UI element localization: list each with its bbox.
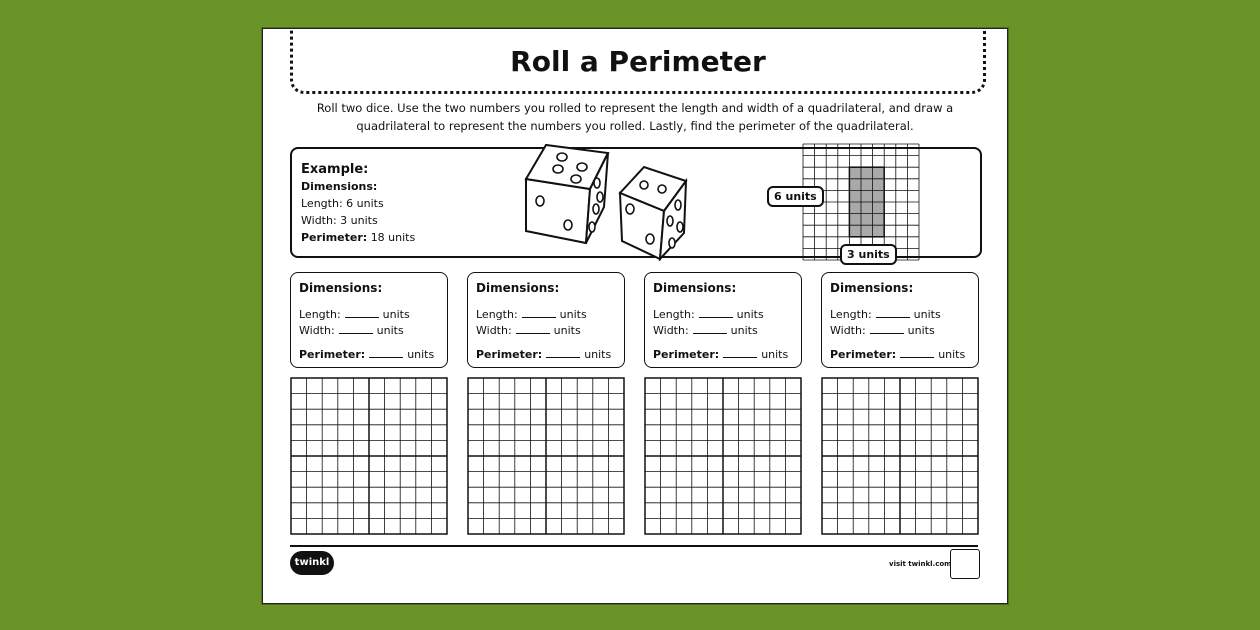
die-one-icon: [526, 145, 608, 243]
example-perimeter-value: 18 units: [370, 231, 416, 244]
perimeter-answer-field[interactable]: [900, 347, 934, 358]
instructions: [303, 99, 967, 135]
card-length-label: Length:: [299, 308, 341, 321]
card-length-label: Length:: [653, 308, 695, 321]
card-units-label: units: [376, 324, 404, 337]
drawing-grid-3[interactable]: [644, 377, 802, 535]
width-answer-field[interactable]: [693, 323, 727, 334]
title-banner: [290, 28, 986, 94]
example-width-tag: 3 units: [840, 244, 897, 265]
example-length: Length: 6 units: [301, 197, 384, 210]
card-units-label: units: [730, 324, 758, 337]
card-units-label: units: [907, 324, 935, 337]
card-units-label: units: [736, 308, 764, 321]
card-units-label: units: [584, 348, 612, 361]
twinkl-logo: twinkl: [290, 551, 334, 575]
card-perimeter-label: Perimeter:: [653, 348, 720, 361]
card-length-label: Length:: [830, 308, 872, 321]
card-units-label: units: [761, 348, 789, 361]
card-units-label: units: [382, 308, 410, 321]
perimeter-answer-field[interactable]: [546, 347, 580, 358]
footer-divider: [290, 545, 978, 547]
length-answer-field[interactable]: [876, 307, 910, 318]
width-answer-field[interactable]: [870, 323, 904, 334]
card-units-label: units: [559, 308, 587, 321]
instructions-line-1: Roll two dice. Use the two numbers you rolled to represent the length and width of a quadrilateral, and draw a: [316, 101, 954, 115]
drawing-grid-1[interactable]: [290, 377, 448, 535]
card-width-label: Width:: [653, 324, 689, 337]
card-dimensions-label: Dimensions:: [830, 281, 914, 295]
card-width-label: Width:: [299, 324, 335, 337]
dimensions-card-3: [644, 272, 802, 368]
example-width: Width: 3 units: [301, 214, 378, 227]
card-dimensions-label: Dimensions:: [476, 281, 560, 295]
example-box: [290, 147, 982, 261]
worksheet-page: [262, 28, 1008, 604]
example-length-tag: 6 units: [767, 186, 824, 207]
example-heading: Example:: [301, 162, 369, 177]
page-title: Roll a Perimeter: [510, 45, 766, 78]
perimeter-answer-field[interactable]: [723, 347, 757, 358]
card-perimeter-label: Perimeter:: [299, 348, 366, 361]
length-answer-field[interactable]: [699, 307, 733, 318]
die-two-icon: [620, 167, 686, 259]
card-units-label: units: [913, 308, 941, 321]
perimeter-answer-field[interactable]: [369, 347, 403, 358]
drawing-grid-2[interactable]: [467, 377, 625, 535]
instructions-line-2: quadrilateral to represent the numbers you rolled. Lastly, find the perimeter of the quadrilateral.: [356, 119, 914, 133]
card-width-label: Width:: [476, 324, 512, 337]
example-text: [301, 161, 415, 246]
dimensions-card-2: [467, 272, 625, 368]
card-dimensions-label: Dimensions:: [299, 281, 383, 295]
length-answer-field[interactable]: [345, 307, 379, 318]
width-answer-field[interactable]: [516, 323, 550, 334]
card-length-label: Length:: [476, 308, 518, 321]
card-units-label: units: [553, 324, 581, 337]
example-perimeter-label: Perimeter:: [301, 231, 368, 244]
length-answer-field[interactable]: [522, 307, 556, 318]
card-width-label: Width:: [830, 324, 866, 337]
dimensions-card-4: [821, 272, 979, 368]
card-dimensions-label: Dimensions:: [653, 281, 737, 295]
card-perimeter-label: Perimeter:: [830, 348, 897, 361]
quality-badge-icon: [950, 549, 980, 579]
card-perimeter-label: Perimeter:: [476, 348, 543, 361]
card-units-label: units: [407, 348, 435, 361]
example-dimensions-label: Dimensions:: [301, 180, 378, 193]
card-units-label: units: [938, 348, 966, 361]
dice-illustration: [510, 141, 710, 261]
drawing-grid-4[interactable]: [821, 377, 979, 535]
dimensions-card-1: [290, 272, 448, 368]
width-answer-field[interactable]: [339, 323, 373, 334]
visit-link[interactable]: visit twinkl.com: [889, 560, 952, 568]
